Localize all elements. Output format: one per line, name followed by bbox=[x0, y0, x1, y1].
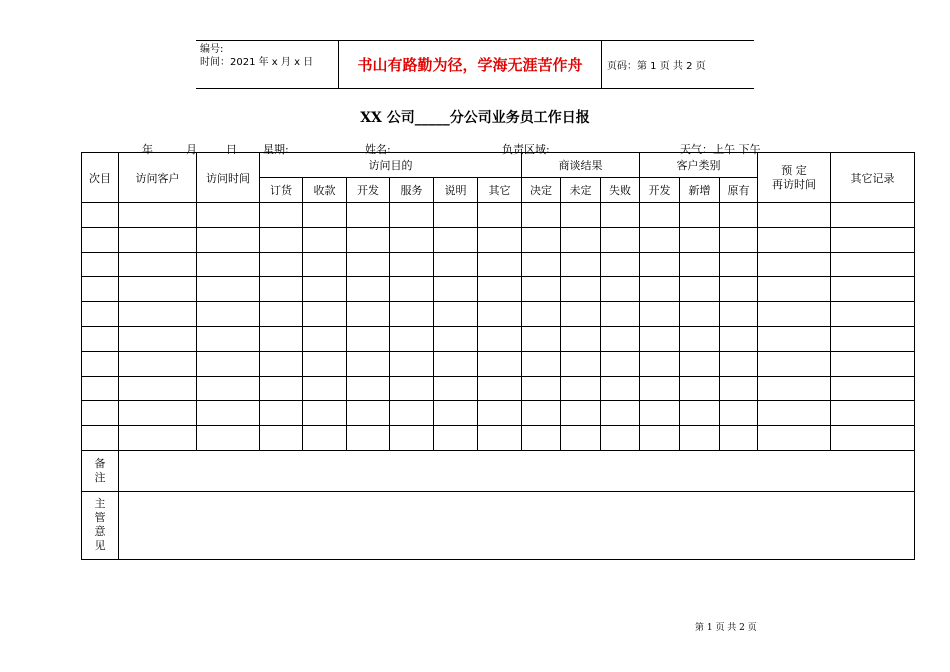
table-cell[interactable] bbox=[260, 426, 303, 451]
table-cell[interactable] bbox=[197, 277, 260, 302]
table-cell[interactable] bbox=[390, 351, 434, 376]
table-cell[interactable] bbox=[197, 203, 260, 228]
header-purpose-group: 访问目的 bbox=[260, 153, 522, 178]
table-cell[interactable] bbox=[478, 277, 522, 302]
table-cell[interactable] bbox=[758, 203, 831, 228]
table-cell[interactable] bbox=[680, 351, 720, 376]
table-cell[interactable] bbox=[831, 302, 915, 327]
table-cell[interactable] bbox=[720, 203, 758, 228]
table-cell[interactable] bbox=[119, 376, 197, 401]
supervisor-label bbox=[82, 491, 119, 559]
revisit-line1: 预 定 bbox=[781, 163, 807, 177]
table-cell[interactable] bbox=[478, 401, 522, 426]
table-cell[interactable] bbox=[303, 326, 347, 351]
table-row bbox=[82, 277, 915, 302]
table-cell[interactable] bbox=[434, 376, 478, 401]
table-cell[interactable] bbox=[303, 203, 347, 228]
header-result-group: 商谈结果 bbox=[522, 153, 640, 178]
table-cell[interactable] bbox=[390, 326, 434, 351]
header-purpose-item: 说明 bbox=[434, 178, 478, 203]
table-cell[interactable] bbox=[303, 401, 347, 426]
table-cell[interactable] bbox=[390, 252, 434, 277]
page-title: XX 公司_____分公司业务员工作日报 bbox=[360, 110, 590, 126]
table-row bbox=[82, 351, 915, 376]
table-cell[interactable] bbox=[82, 277, 119, 302]
table-cell[interactable] bbox=[522, 203, 561, 228]
header-type-item: 原有 bbox=[720, 178, 758, 203]
table-cell[interactable] bbox=[347, 252, 390, 277]
table-cell[interactable] bbox=[119, 351, 197, 376]
table-cell[interactable] bbox=[119, 277, 197, 302]
table-cell[interactable] bbox=[680, 401, 720, 426]
header-client: 访问客户 bbox=[119, 153, 197, 203]
table-cell[interactable] bbox=[390, 302, 434, 327]
table-row bbox=[82, 376, 915, 401]
table-cell[interactable] bbox=[347, 203, 390, 228]
day-label: 日 bbox=[226, 143, 237, 156]
table-cell[interactable] bbox=[434, 302, 478, 327]
table-cell[interactable] bbox=[758, 426, 831, 451]
header-time: 访问时间 bbox=[197, 153, 260, 203]
table-row bbox=[82, 426, 915, 451]
table-cell[interactable] bbox=[720, 326, 758, 351]
table-cell[interactable] bbox=[758, 302, 831, 327]
table-cell[interactable] bbox=[522, 252, 561, 277]
table-cell[interactable] bbox=[390, 401, 434, 426]
table-cell[interactable] bbox=[260, 326, 303, 351]
table-cell[interactable] bbox=[601, 401, 640, 426]
table-cell[interactable] bbox=[640, 426, 680, 451]
table-cell[interactable] bbox=[561, 326, 601, 351]
table-cell[interactable] bbox=[119, 326, 197, 351]
table-cell[interactable] bbox=[680, 426, 720, 451]
table-cell[interactable] bbox=[522, 227, 561, 252]
table-cell[interactable] bbox=[478, 426, 522, 451]
table-cell[interactable] bbox=[260, 351, 303, 376]
table-cell[interactable] bbox=[260, 401, 303, 426]
table-cell[interactable] bbox=[831, 203, 915, 228]
table-cell[interactable] bbox=[82, 203, 119, 228]
table-cell[interactable] bbox=[434, 277, 478, 302]
supervisor-text: 主 管 意 见 bbox=[94, 497, 106, 553]
table-cell[interactable] bbox=[303, 351, 347, 376]
header-result-item: 失败 bbox=[601, 178, 640, 203]
table-cell[interactable] bbox=[478, 351, 522, 376]
table-cell[interactable] bbox=[680, 203, 720, 228]
table-cell[interactable] bbox=[390, 277, 434, 302]
table-cell[interactable] bbox=[434, 401, 478, 426]
table-cell[interactable] bbox=[522, 277, 561, 302]
table-cell[interactable] bbox=[831, 351, 915, 376]
table-cell[interactable] bbox=[680, 376, 720, 401]
table-cell[interactable] bbox=[758, 252, 831, 277]
table-cell[interactable] bbox=[82, 326, 119, 351]
table-cell[interactable] bbox=[434, 203, 478, 228]
number-label: 编号: bbox=[200, 44, 224, 55]
table-cell[interactable] bbox=[260, 302, 303, 327]
table-cell[interactable] bbox=[720, 376, 758, 401]
table-cell[interactable] bbox=[478, 376, 522, 401]
table-cell[interactable] bbox=[197, 351, 260, 376]
time-label: 时间：2021 年 x 月 x 日 bbox=[200, 57, 314, 68]
table-cell[interactable] bbox=[82, 351, 119, 376]
table-cell[interactable] bbox=[561, 203, 601, 228]
slogan: 书山有路勤为径，学海无涯苦作舟 bbox=[338, 41, 602, 88]
table-cell[interactable] bbox=[831, 277, 915, 302]
table-cell[interactable] bbox=[197, 326, 260, 351]
table-cell[interactable] bbox=[680, 302, 720, 327]
table-cell[interactable] bbox=[303, 426, 347, 451]
notes-label bbox=[82, 450, 119, 491]
table-row bbox=[82, 302, 915, 327]
table-cell[interactable] bbox=[119, 401, 197, 426]
table-cell[interactable] bbox=[434, 351, 478, 376]
table-row bbox=[82, 252, 915, 277]
table-cell[interactable] bbox=[434, 227, 478, 252]
table-cell[interactable] bbox=[561, 426, 601, 451]
table-cell[interactable] bbox=[720, 302, 758, 327]
table-cell[interactable] bbox=[831, 401, 915, 426]
table-cell[interactable] bbox=[260, 277, 303, 302]
table-cell[interactable] bbox=[640, 203, 680, 228]
table-cell[interactable] bbox=[197, 252, 260, 277]
table-cell[interactable] bbox=[758, 277, 831, 302]
table-row bbox=[82, 227, 915, 252]
table-cell[interactable] bbox=[640, 252, 680, 277]
month-label: 月 bbox=[186, 143, 197, 156]
table-cell[interactable] bbox=[601, 203, 640, 228]
table-cell[interactable] bbox=[720, 426, 758, 451]
table-cell[interactable] bbox=[260, 252, 303, 277]
table-cell[interactable] bbox=[303, 302, 347, 327]
table-cell[interactable] bbox=[119, 302, 197, 327]
table-cell[interactable] bbox=[680, 277, 720, 302]
table-cell[interactable] bbox=[434, 426, 478, 451]
table-cell[interactable] bbox=[640, 401, 680, 426]
table-cell[interactable] bbox=[390, 227, 434, 252]
header-type-item: 新增 bbox=[680, 178, 720, 203]
table-cell[interactable] bbox=[640, 277, 680, 302]
table-cell[interactable] bbox=[522, 376, 561, 401]
table-cell[interactable] bbox=[82, 401, 119, 426]
table-cell[interactable] bbox=[601, 326, 640, 351]
table-cell[interactable] bbox=[197, 227, 260, 252]
header-meta bbox=[196, 41, 342, 88]
table-cell[interactable] bbox=[561, 351, 601, 376]
table-cell[interactable] bbox=[640, 227, 680, 252]
table-row bbox=[82, 326, 915, 351]
table-cell[interactable] bbox=[260, 203, 303, 228]
table-cell[interactable] bbox=[640, 351, 680, 376]
table-cell[interactable] bbox=[601, 252, 640, 277]
header-purpose-item: 订货 bbox=[260, 178, 303, 203]
table-cell[interactable] bbox=[197, 401, 260, 426]
table-cell[interactable] bbox=[82, 376, 119, 401]
table-cell[interactable] bbox=[758, 401, 831, 426]
table-cell[interactable] bbox=[82, 426, 119, 451]
header-revisit bbox=[758, 153, 831, 203]
table-cell[interactable] bbox=[601, 277, 640, 302]
table-cell[interactable] bbox=[601, 376, 640, 401]
table-cell[interactable] bbox=[303, 277, 347, 302]
table-cell[interactable] bbox=[260, 376, 303, 401]
table-cell[interactable] bbox=[522, 302, 561, 327]
table-cell[interactable] bbox=[434, 326, 478, 351]
revisit-line2: 再访时间 bbox=[772, 177, 816, 191]
table-cell[interactable] bbox=[119, 426, 197, 451]
header-purpose-item: 其它 bbox=[478, 178, 522, 203]
table-cell[interactable] bbox=[640, 326, 680, 351]
table-cell[interactable] bbox=[434, 252, 478, 277]
table-cell[interactable] bbox=[478, 227, 522, 252]
table-cell[interactable] bbox=[347, 351, 390, 376]
name-label: 姓名: bbox=[365, 143, 391, 156]
table-cell[interactable] bbox=[390, 203, 434, 228]
table-cell[interactable] bbox=[390, 426, 434, 451]
table-cell[interactable] bbox=[601, 351, 640, 376]
header-seq: 次目 bbox=[82, 153, 119, 203]
area-label: 负责区域: bbox=[502, 143, 550, 156]
header-result-item: 未定 bbox=[561, 178, 601, 203]
table-cell[interactable] bbox=[347, 401, 390, 426]
document-header bbox=[196, 40, 754, 89]
table-cell[interactable] bbox=[640, 302, 680, 327]
table-cell[interactable] bbox=[478, 302, 522, 327]
table-cell[interactable] bbox=[347, 426, 390, 451]
table-cell[interactable] bbox=[561, 227, 601, 252]
table-cell[interactable] bbox=[347, 277, 390, 302]
table-cell[interactable] bbox=[522, 351, 561, 376]
table-cell[interactable] bbox=[119, 252, 197, 277]
table-cell[interactable] bbox=[197, 302, 260, 327]
header-result-item: 决定 bbox=[522, 178, 561, 203]
table-cell[interactable] bbox=[831, 376, 915, 401]
table-cell[interactable] bbox=[347, 227, 390, 252]
table-cell[interactable] bbox=[561, 401, 601, 426]
table-cell[interactable] bbox=[522, 326, 561, 351]
table-cell[interactable] bbox=[561, 376, 601, 401]
table-cell[interactable] bbox=[390, 376, 434, 401]
table-cell[interactable] bbox=[303, 252, 347, 277]
table-cell[interactable] bbox=[831, 326, 915, 351]
table-cell[interactable] bbox=[758, 227, 831, 252]
table-cell[interactable] bbox=[119, 203, 197, 228]
table-cell[interactable] bbox=[720, 351, 758, 376]
table-cell[interactable] bbox=[478, 326, 522, 351]
table-cell[interactable] bbox=[119, 227, 197, 252]
header-other: 其它记录 bbox=[831, 153, 915, 203]
year-label: 年 bbox=[142, 143, 153, 156]
page-info: 页码：第 1 页 共 2 页 bbox=[607, 61, 706, 72]
table-cell[interactable] bbox=[758, 326, 831, 351]
table-cell[interactable] bbox=[561, 302, 601, 327]
table-cell[interactable] bbox=[680, 252, 720, 277]
table-cell[interactable] bbox=[680, 227, 720, 252]
notes-field[interactable] bbox=[119, 450, 915, 491]
weather-label: 天气：上午 下午 bbox=[680, 143, 761, 156]
table-cell[interactable] bbox=[197, 426, 260, 451]
table-cell[interactable] bbox=[720, 277, 758, 302]
blank-rows bbox=[82, 203, 915, 451]
table-cell[interactable] bbox=[640, 376, 680, 401]
table-cell[interactable] bbox=[197, 376, 260, 401]
table-cell[interactable] bbox=[831, 426, 915, 451]
table-cell[interactable] bbox=[601, 227, 640, 252]
weekday-label: 星期: bbox=[263, 143, 289, 156]
table-cell[interactable] bbox=[82, 302, 119, 327]
table-cell[interactable] bbox=[720, 227, 758, 252]
table-cell[interactable] bbox=[758, 351, 831, 376]
table-cell[interactable] bbox=[831, 227, 915, 252]
table-cell[interactable] bbox=[680, 326, 720, 351]
header-purpose-item: 服务 bbox=[390, 178, 434, 203]
table-cell[interactable] bbox=[260, 227, 303, 252]
table-cell[interactable] bbox=[347, 326, 390, 351]
table-cell[interactable] bbox=[347, 376, 390, 401]
table-cell[interactable] bbox=[82, 252, 119, 277]
daily-report-table bbox=[81, 152, 915, 560]
table-cell[interactable] bbox=[601, 302, 640, 327]
table-cell[interactable] bbox=[82, 227, 119, 252]
table-cell[interactable] bbox=[720, 401, 758, 426]
table-cell[interactable] bbox=[720, 252, 758, 277]
table-cell[interactable] bbox=[561, 277, 601, 302]
header-type-item: 开发 bbox=[640, 178, 680, 203]
table-cell[interactable] bbox=[561, 252, 601, 277]
header-type-group: 客户类别 bbox=[640, 153, 758, 178]
page-footer: 第 1 页 共 2 页 bbox=[695, 623, 757, 633]
table-cell[interactable] bbox=[347, 302, 390, 327]
table-cell[interactable] bbox=[522, 401, 561, 426]
table-row bbox=[82, 203, 915, 228]
table-cell[interactable] bbox=[522, 426, 561, 451]
header-purpose-item: 收款 bbox=[303, 178, 347, 203]
table-cell[interactable] bbox=[303, 376, 347, 401]
supervisor-field[interactable] bbox=[119, 491, 915, 559]
table-cell[interactable] bbox=[478, 252, 522, 277]
header-purpose-item: 开发 bbox=[347, 178, 390, 203]
table-cell[interactable] bbox=[478, 203, 522, 228]
table-cell[interactable] bbox=[758, 376, 831, 401]
table-row bbox=[82, 401, 915, 426]
table-cell[interactable] bbox=[831, 252, 915, 277]
table-cell[interactable] bbox=[303, 227, 347, 252]
notes-text: 备 注 bbox=[94, 456, 106, 484]
table-cell[interactable] bbox=[601, 426, 640, 451]
